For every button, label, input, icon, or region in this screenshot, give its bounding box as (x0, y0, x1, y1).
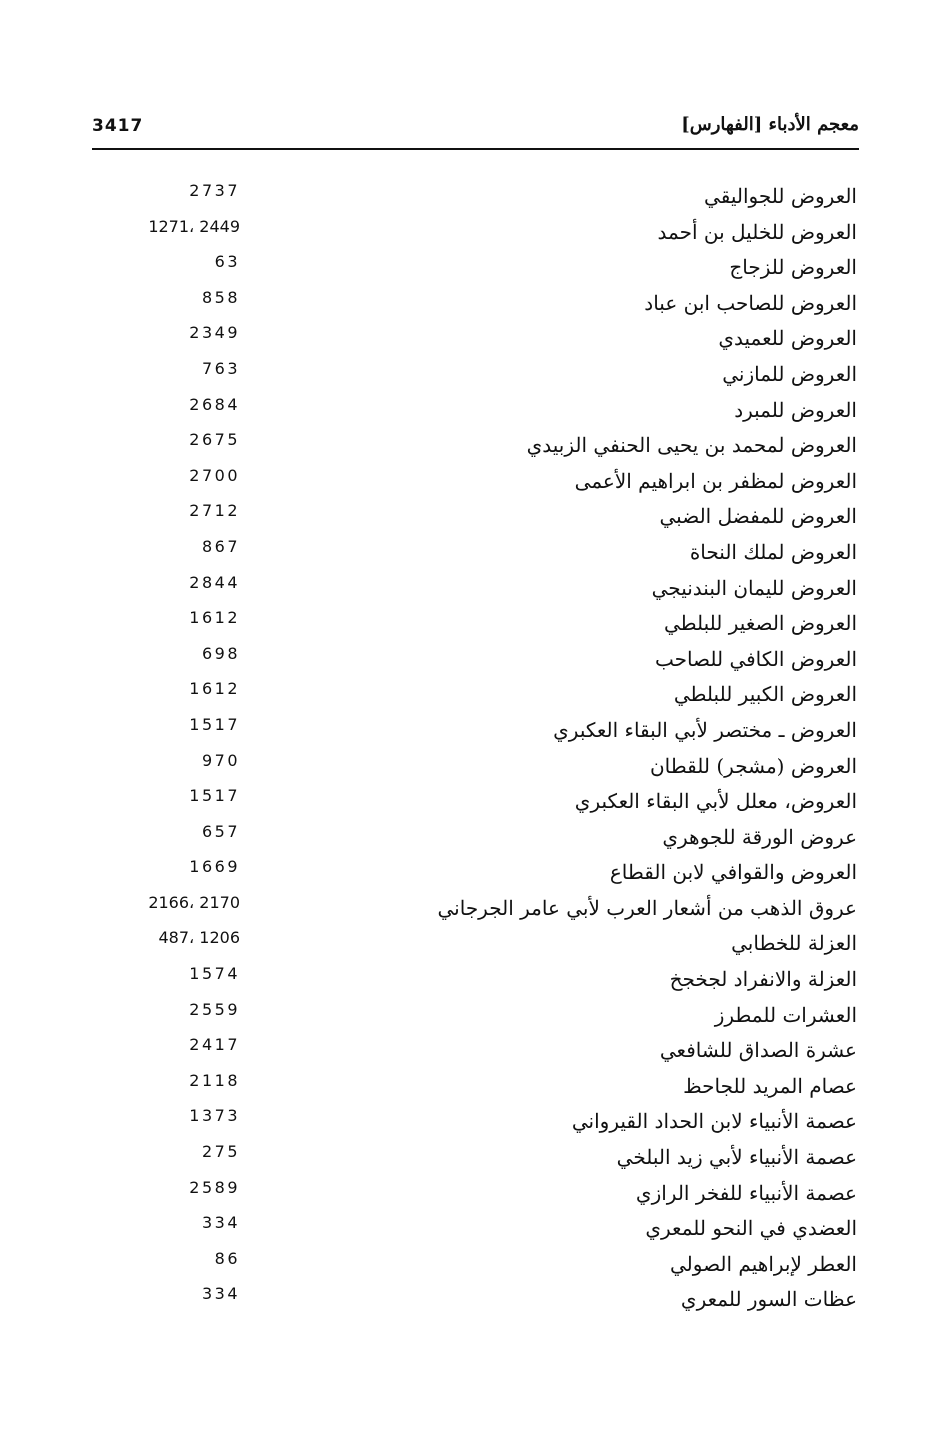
entry-title: العروض ـ مختصر لأبي البقاء العكبري (553, 717, 857, 742)
entry-title: العشرات للمطرز (714, 1002, 857, 1027)
index-entry (0, 1246, 932, 1282)
index-entry (0, 925, 932, 961)
entry-page-numbers: 2417 (189, 1035, 240, 1055)
index-entry (0, 1210, 932, 1246)
entry-page-numbers: 1574 (189, 964, 240, 984)
entry-title: العضدي في النحو للمعري (645, 1216, 857, 1241)
entry-page-numbers: 2559 (189, 999, 240, 1019)
entry-page-numbers: 63 (214, 252, 240, 272)
entry-title: العروض للجواليقي (704, 184, 857, 208)
page-header (92, 114, 859, 150)
entry-page-numbers: 1517 (189, 714, 240, 734)
index-entry (0, 1281, 932, 1317)
entry-title: العزلة للخطابي (731, 931, 857, 956)
entry-page-numbers: 1612 (189, 679, 240, 699)
entry-title: العروض والقوافي لابن القطاع (609, 860, 857, 885)
entry-page-numbers: 2684 (189, 394, 240, 414)
index-entry (0, 392, 932, 428)
index-entry (0, 1103, 932, 1139)
entry-title: عصمة الأنبياء لابن الحداد القيرواني (571, 1109, 857, 1134)
index-entry (0, 427, 932, 463)
entry-title: العطر لإبراهيم الصولي (669, 1251, 857, 1276)
entry-page-numbers: 657 (201, 821, 240, 841)
index-entry (0, 641, 932, 677)
entry-page-numbers: 2712 (189, 501, 240, 521)
index-entry (0, 1175, 932, 1211)
entry-page-numbers: 2675 (189, 430, 240, 450)
index-entry (0, 783, 932, 819)
entry-title: العروض الكبير للبلطي (673, 682, 857, 707)
entry-page-numbers: 1271، 2449 (148, 216, 240, 236)
entry-page-numbers: 1517 (189, 786, 240, 806)
entry-title: العروض لليمان البندنيجي (651, 575, 857, 600)
entry-page-numbers: 763 (201, 358, 240, 378)
page-number: 3417 (92, 116, 144, 136)
entry-page-numbers: 1669 (189, 857, 240, 877)
entry-page-numbers: 334 (201, 1284, 240, 1304)
entry-page-numbers: 275 (201, 1142, 240, 1162)
index-entry (0, 498, 932, 534)
entry-page-numbers: 2700 (189, 465, 240, 485)
index-entry (0, 890, 932, 926)
entry-title: عصام المريد للجاحظ (683, 1073, 857, 1098)
entry-page-numbers: 867 (201, 536, 240, 556)
entry-title: عروق الذهب من أشعار العرب لأبي عامر الجرجاني (437, 895, 857, 920)
entry-page-numbers: 1612 (189, 608, 240, 628)
index-entry (0, 249, 932, 285)
entry-title: العروض الصغير للبلطي (663, 611, 857, 636)
index-entry (0, 178, 932, 214)
entry-title: العروض لملك النحاة (689, 539, 857, 564)
entry-page-numbers: 334 (201, 1213, 240, 1233)
index-entry (0, 1139, 932, 1175)
index-entry (0, 463, 932, 499)
entry-page-numbers: 2589 (189, 1177, 240, 1197)
entry-title: العروض الكافي للصاحب (654, 646, 857, 671)
entry-title: العروض للمفضل الضبي (659, 504, 857, 529)
entry-title: عصمة الأنبياء للفخر الرازي (635, 1180, 857, 1205)
entry-title: العروض للخليل بن أحمد (657, 219, 857, 244)
entry-title: العروض للعميدي (718, 326, 857, 351)
entry-title: العروض للصاحب ابن عباد (644, 290, 857, 315)
entry-title: عروض الورقة للجوهري (662, 824, 857, 849)
entry-title: العروض للمبرد (734, 397, 857, 422)
index-entry (0, 214, 932, 250)
entry-page-numbers: 2166، 2170 (148, 892, 240, 912)
entry-page-numbers: 487، 1206 (158, 928, 240, 948)
entry-page-numbers: 2844 (189, 572, 240, 592)
entry-title: العروض لمظفر بن ابراهيم الأعمى (574, 468, 857, 493)
entry-title: العروض لمحمد بن يحيى الحنفي الزبيدي (526, 433, 857, 458)
entry-title: عشرة الصداق للشافعي (659, 1038, 857, 1063)
entry-title: عظات السور للمعري (680, 1287, 857, 1312)
index-entry (0, 854, 932, 890)
entry-page-numbers: 2737 (189, 181, 240, 200)
entry-page-numbers: 858 (201, 287, 240, 307)
entry-page-numbers: 2349 (189, 323, 240, 343)
entry-title: عصمة الأنبياء لأبي زيد البلخي (616, 1145, 857, 1170)
entry-page-numbers: 1373 (189, 1106, 240, 1126)
index-entry (0, 356, 932, 392)
entry-title: العروض، معلل لأبي البقاء العكبري (574, 789, 857, 814)
index-entry (0, 534, 932, 570)
index-entry-list (0, 178, 932, 1317)
entry-page-numbers: 2118 (189, 1070, 240, 1090)
header-rule (92, 148, 859, 150)
running-title: معجم الأدباء [الفهارس] (681, 114, 859, 135)
entry-page-numbers: 970 (201, 750, 240, 770)
entry-title: العروض للمازني (722, 361, 857, 386)
index-entry (0, 819, 932, 855)
index-entry (0, 570, 932, 606)
index-entry (0, 285, 932, 321)
index-entry (0, 1068, 932, 1104)
entry-page-numbers: 86 (214, 1248, 240, 1268)
index-entry (0, 997, 932, 1033)
entry-title: العروض (مشجر) للقطان (649, 753, 857, 778)
entry-title: العروض للزجاج (729, 255, 857, 280)
index-entry (0, 1032, 932, 1068)
index-entry (0, 712, 932, 748)
index-entry (0, 748, 932, 784)
index-entry (0, 676, 932, 712)
entry-title: العزلة والانفراد لجخجخ (669, 967, 857, 992)
entry-page-numbers: 698 (201, 643, 240, 663)
index-entry (0, 961, 932, 997)
index-entry (0, 605, 932, 641)
index-entry (0, 320, 932, 356)
